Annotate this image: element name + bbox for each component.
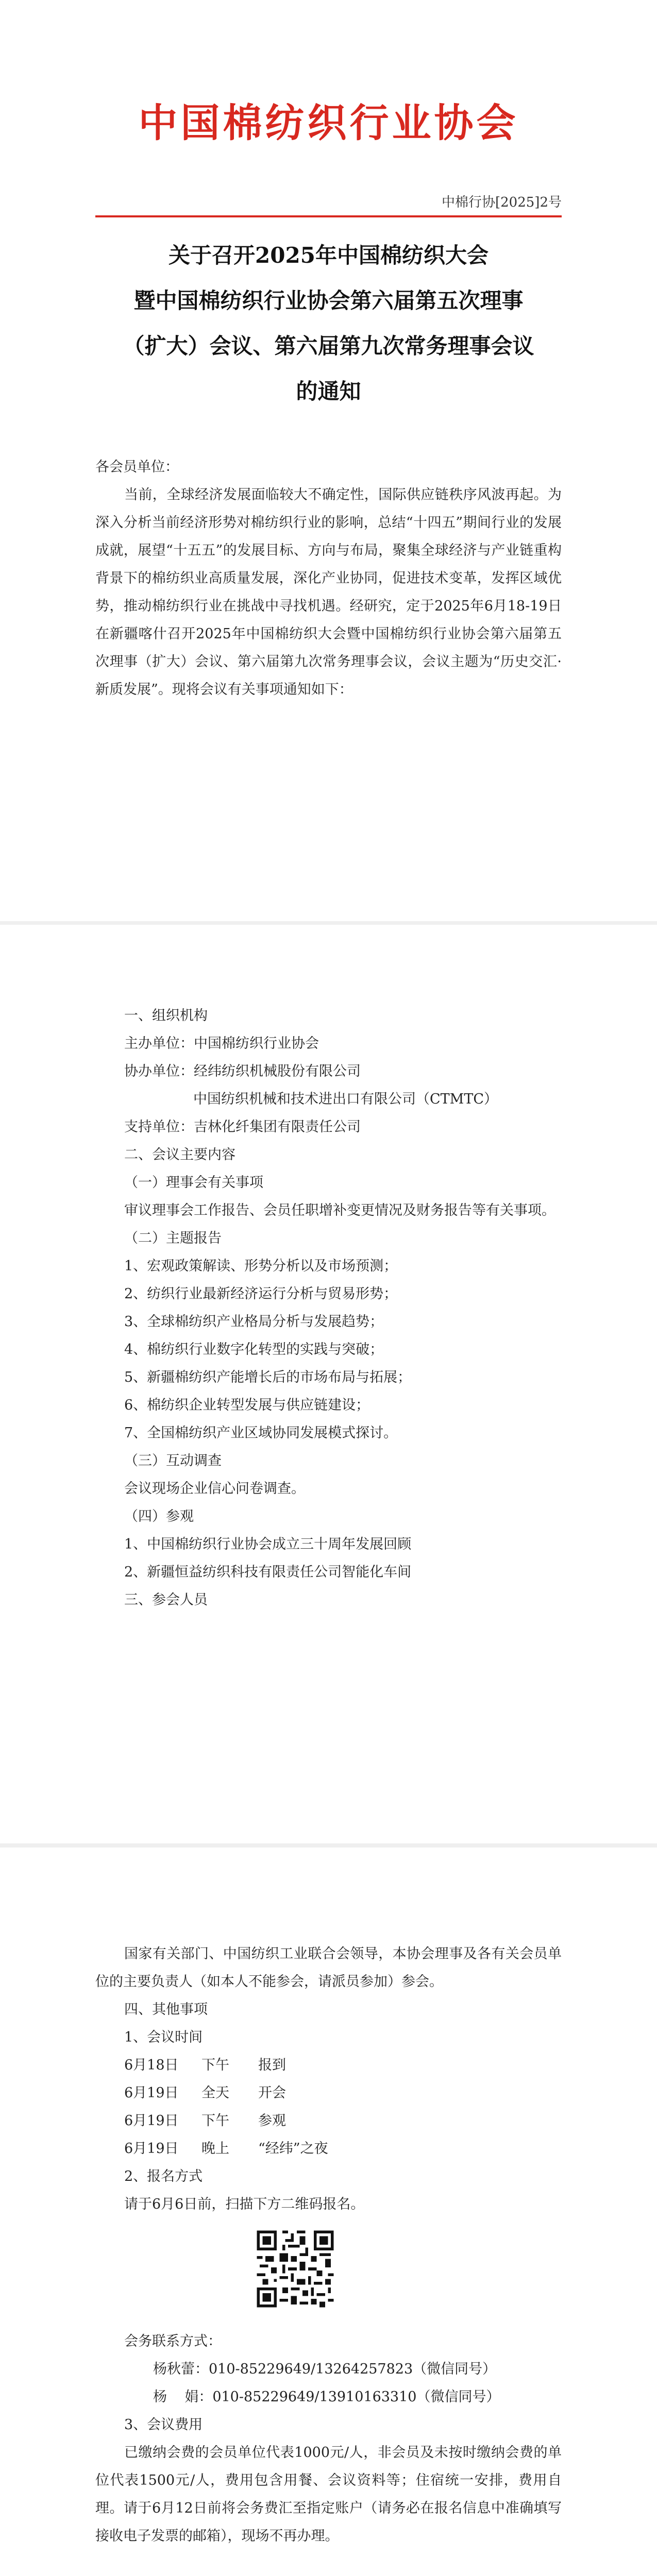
section1-heading: 一、组织机构	[124, 1008, 208, 1024]
schedule-date: 6月18日	[124, 2057, 179, 2073]
co-label: 协办单位：	[124, 1063, 194, 1079]
registration-heading: 2、报名方式	[124, 2168, 203, 2184]
schedule-period: 下午	[201, 2113, 229, 2129]
sub3-text: 会议现场企业信心问卷调查。	[124, 1481, 305, 1497]
schedule-row	[124, 2052, 562, 2079]
schedule-period: 下午	[201, 2057, 229, 2073]
schedule-row	[124, 2135, 562, 2163]
schedule-event: 报到	[258, 2057, 286, 2073]
sponsor-line	[95, 1113, 562, 1141]
report-item: 6、棉纺织企业转型发展与供应链建设；	[124, 1397, 370, 1413]
title-line: 暨中国棉纺织行业协会第六届第五次理事	[133, 288, 524, 313]
host-value: 中国棉纺织行业协会	[194, 1036, 319, 1052]
sub-heading-1: （一）理事会有关事项	[124, 1175, 263, 1191]
time-heading: 1、会议时间	[124, 2029, 203, 2045]
document-title	[95, 233, 562, 414]
contact-heading: 会务联系方式：	[124, 2333, 222, 2349]
document-number: 中棉行协[2025]2号	[442, 195, 562, 210]
schedule-event: “经纬”之夜	[258, 2141, 328, 2157]
salutation: 各会员单位：	[95, 459, 179, 475]
visit-item: 1、中国棉纺织行业协会成立三十周年发展回顾	[124, 1536, 412, 1552]
registration-text: 请于6月6日前，扫描下方二维码报名。	[124, 2196, 365, 2212]
sub-heading-4: （四）参观	[124, 1509, 194, 1524]
schedule-event: 参观	[258, 2113, 286, 2129]
section3-heading: 三、参会人员	[124, 1592, 208, 1608]
report-item: 4、棉纺织行业数字化转型的实践与突破；	[124, 1342, 384, 1358]
registration-qr-code-icon[interactable]	[254, 2228, 336, 2310]
fee-text: 已缴纳会费的会员单位代表1000元/人，非会员及未按时缴纳会费的单位代表1500元/人，费用包含用餐、会议资料等；住宿统一安排，费用自理。请于6月12日前将会务费汇至指定账户（请务必在报名信息中准确填写接收电子发票的邮箱），现场不再办理。	[95, 2445, 562, 2544]
report-item: 5、新疆棉纺织产能增长后的市场布局与拓展；	[124, 1369, 412, 1385]
schedule-date: 6月19日	[124, 2085, 179, 2101]
report-item: 1、宏观政策解读、形势分析以及市场预测；	[124, 1258, 398, 1274]
schedule-row	[124, 2079, 562, 2107]
intro-paragraph: 当前，全球经济发展面临较大不确定性，国际供应链秩序风波再起。为深入分析当前经济形势对棉纺织行业的影响，总结“十四五”期间行业的发展成就，展望“十五五”的发展目标、方向与布局，聚集全球经济与产业链重构背景下的棉纺织业高质量发展，深化产业协同，促进技术变革，发挥区域优势，推动棉纺织行业在挑战中寻找机遇。经研究，定于2025年6月18-19日在新疆喀什召开2025年中国棉纺织大会暨中国棉纺织行业协会第六届第五次理事（扩大）会议、第六届第九次常务理事会议，会议主题为“历史交汇·新质发展”。现将会议有关事项通知如下：	[95, 487, 562, 698]
page2-body	[95, 1002, 562, 1614]
sponsor-value: 吉林化纤集团有限责任公司	[194, 1119, 361, 1135]
section4-heading: 四、其他事项	[124, 2002, 208, 2018]
host-label: 主办单位：	[124, 1036, 194, 1052]
sub-heading-3: （三）互动调查	[124, 1453, 222, 1469]
section2-heading: 二、会议主要内容	[124, 1147, 235, 1163]
org-name-header: 中国棉纺织行业协会	[138, 100, 519, 146]
schedule-list	[95, 2052, 562, 2163]
sub1-text: 审议理事会工作报告、会员任职增补变更情况及财务报告等有关事项。	[124, 1202, 555, 1218]
co-organizer-line-2: 中国纺织机械和技术进出口有限公司（CTMTC）	[193, 1091, 498, 1107]
fee-heading: 3、会议费用	[124, 2417, 203, 2433]
title-line: （扩大）会议、第六届第九次常务理事会议	[123, 333, 534, 359]
contact-line-2: 杨 娟：010-85229649/13910163310（微信同号）	[153, 2389, 500, 2405]
sponsor-label: 支持单位：	[124, 1119, 194, 1135]
contact-line-1: 杨秋蕾：010-85229649/13264257823（微信同号）	[153, 2361, 497, 2377]
attendee-text: 国家有关部门、中国纺织工业联合会领导，本协会理事及各有关会员单位的主要负责人（如本人不能参会，请派员参加）参会。	[95, 1946, 562, 1990]
visit-item: 2、新疆恒益纺织科技有限责任公司智能化车间	[124, 1564, 412, 1580]
co-value-1: 经纬纺织机械股份有限公司	[194, 1063, 361, 1079]
report-item: 7、全国棉纺织产业区域协同发展模式探讨。	[124, 1425, 398, 1441]
schedule-date: 6月19日	[124, 2141, 179, 2157]
sub-heading-2: （二）主题报告	[124, 1230, 222, 1246]
report-item: 3、全球棉纺织产业格局分析与发展趋势；	[124, 1314, 384, 1330]
schedule-period: 晚上	[201, 2141, 229, 2157]
schedule-period: 全天	[201, 2085, 229, 2101]
report-item: 2、纺织行业最新经济运行分析与贸易形势；	[124, 1286, 398, 1302]
host-line	[95, 1030, 562, 1058]
document-page-3	[0, 1848, 657, 2576]
page3-body	[95, 1940, 562, 2550]
schedule-event: 开会	[258, 2085, 286, 2101]
schedule-row	[124, 2107, 562, 2135]
co-organizer-line	[95, 1058, 562, 1086]
title-line: 关于召开2025年中国棉纺织大会	[169, 243, 488, 268]
document-page-1	[0, 0, 657, 921]
red-divider-rule	[95, 215, 562, 217]
title-line: 的通知	[296, 379, 361, 404]
document-page-2	[0, 925, 657, 1843]
schedule-date: 6月19日	[124, 2113, 179, 2129]
page1-body	[95, 453, 562, 704]
